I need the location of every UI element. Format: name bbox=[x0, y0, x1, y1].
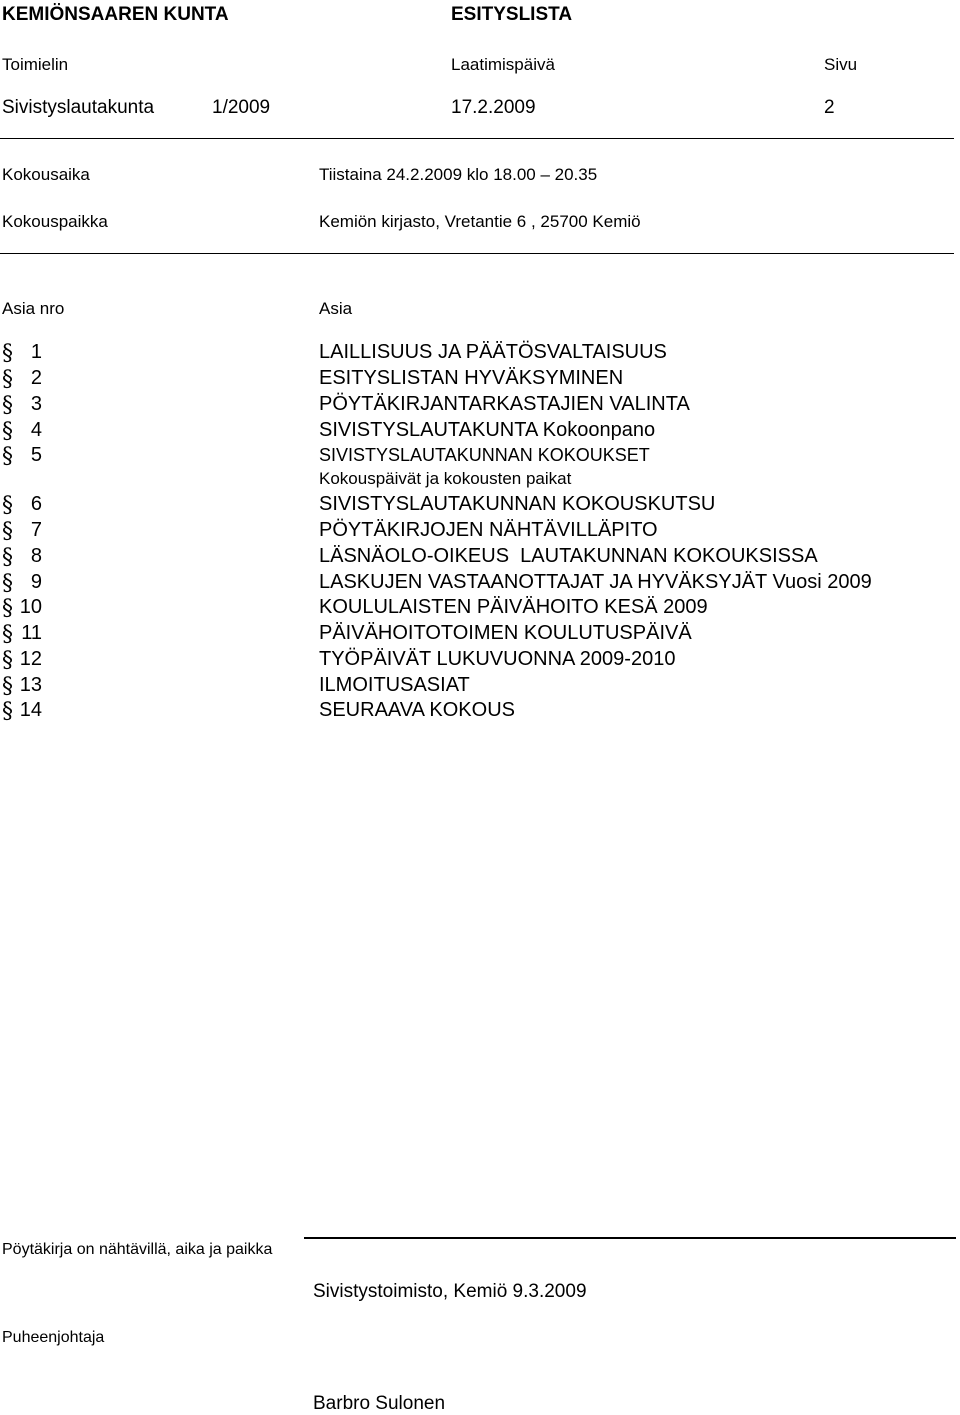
agenda-item-number: 3 bbox=[30, 393, 42, 415]
agenda-item bbox=[0, 699, 960, 725]
agenda-item-subtitle: Kokouspäivät ja kokousten paikat bbox=[319, 469, 572, 488]
agenda-item bbox=[0, 648, 960, 674]
agenda-item bbox=[0, 674, 960, 700]
agenda-item-title: PÄIVÄHOITOTOIMEN KOULUTUSPÄIVÄ bbox=[319, 622, 692, 644]
agenda-item-title: ILMOITUSASIAT bbox=[319, 674, 470, 696]
section-icon: § bbox=[2, 622, 13, 647]
agenda-item-number: 11 bbox=[21, 622, 42, 644]
agenda-item-title: PÖYTÄKIRJOJEN NÄHTÄVILLÄPITO bbox=[319, 519, 658, 541]
meeting-divider bbox=[0, 253, 954, 254]
agenda-item-title: KOULULAISTEN PÄIVÄHOITO KESÄ 2009 bbox=[319, 596, 708, 618]
section-icon: § bbox=[2, 341, 13, 366]
chair-label: Puheenjohtaja bbox=[2, 1329, 105, 1346]
agenda-item-number: 14 bbox=[19, 699, 42, 721]
page-number: 2 bbox=[824, 97, 835, 118]
agenda-item-title: SIVISTYSLAUTAKUNNAN KOKOUSKUTSU bbox=[319, 493, 716, 515]
section-icon: § bbox=[2, 674, 13, 699]
section-icon: § bbox=[2, 571, 13, 596]
agenda-item bbox=[0, 444, 960, 492]
section-icon: § bbox=[2, 419, 13, 444]
agenda-item bbox=[0, 341, 960, 367]
chair-name: Barbro Sulonen bbox=[313, 1393, 446, 1414]
section-icon: § bbox=[2, 545, 13, 570]
agenda-item-title: SIVISTYSLAUTAKUNTA Kokoonpano bbox=[319, 419, 656, 441]
meeting-time-value: Tiistaina 24.2.2009 klo 18.00 – 20.35 bbox=[319, 165, 598, 184]
agenda-item-number: 9 bbox=[30, 571, 42, 593]
meeting-time-label: Kokousaika bbox=[2, 165, 90, 184]
agenda-item-title: PÖYTÄKIRJANTARKASTAJIEN VALINTA bbox=[319, 393, 690, 415]
agenda-item-number: 12 bbox=[19, 648, 42, 670]
meeting-number: 1/2009 bbox=[212, 97, 271, 118]
agenda-item bbox=[0, 367, 960, 393]
agenda-title-header: Asia bbox=[319, 299, 353, 318]
municipality-name: KEMIÖNSAAREN KUNTA bbox=[2, 4, 229, 25]
agenda-item-number: 2 bbox=[30, 367, 42, 389]
date-label: Laatimispäivä bbox=[451, 55, 555, 74]
header-divider bbox=[0, 138, 954, 139]
agenda-item bbox=[0, 622, 960, 648]
section-icon: § bbox=[2, 393, 13, 418]
section-icon: § bbox=[2, 493, 13, 518]
agenda-item-number: 13 bbox=[19, 674, 42, 696]
section-icon: § bbox=[2, 367, 13, 392]
availability-label: Pöytäkirja on nähtävillä, aika ja paikka bbox=[2, 1241, 273, 1258]
document-date: 17.2.2009 bbox=[451, 97, 536, 118]
agenda-item-title: SIVISTYSLAUTAKUNNAN KOKOUKSET bbox=[319, 445, 650, 465]
agenda-number-header: Asia nro bbox=[2, 299, 65, 318]
organ-name: Sivistyslautakunta bbox=[2, 97, 155, 118]
agenda-item-title: TYÖPÄIVÄT LUKUVUONNA 2009-2010 bbox=[319, 648, 676, 670]
agenda-item-title: LÄSNÄOLO-OIKEUS LAUTAKUNNAN KOKOUKSISSA bbox=[319, 545, 818, 567]
page-label: Sivu bbox=[824, 55, 858, 74]
footer-divider bbox=[304, 1237, 956, 1239]
agenda-item-number: 5 bbox=[30, 444, 42, 466]
meeting-place-value: Kemiön kirjasto, Vretantie 6 , 25700 Kemiö bbox=[319, 212, 641, 231]
section-icon: § bbox=[2, 444, 13, 469]
agenda-item-number: 6 bbox=[30, 493, 42, 515]
organ-label: Toimielin bbox=[2, 55, 69, 74]
availability-value: Sivistystoimisto, Kemiö 9.3.2009 bbox=[313, 1281, 587, 1302]
agenda-item-title: SEURAAVA KOKOUS bbox=[319, 699, 515, 721]
agenda-item-title: ESITYSLISTAN HYVÄKSYMINEN bbox=[319, 367, 624, 389]
agenda-item-title: LASKUJEN VASTAANOTTAJAT JA HYVÄKSYJÄT Vuosi 2009 bbox=[319, 571, 872, 593]
agenda-item-number: 4 bbox=[30, 419, 42, 441]
agenda-item-number: 7 bbox=[30, 519, 42, 541]
agenda-item bbox=[0, 545, 960, 571]
section-icon: § bbox=[2, 596, 13, 621]
document-type: ESITYSLISTA bbox=[451, 4, 573, 25]
agenda-item-number: 1 bbox=[30, 341, 42, 363]
agenda-item-number: 10 bbox=[19, 596, 42, 618]
meeting-place-label: Kokouspaikka bbox=[2, 212, 108, 231]
agenda-item bbox=[0, 596, 960, 622]
agenda-item bbox=[0, 571, 960, 597]
agenda-item bbox=[0, 419, 960, 445]
section-icon: § bbox=[2, 699, 13, 724]
agenda-item-title: LAILLISUUS JA PÄÄTÖSVALTAISUUS bbox=[319, 341, 667, 363]
section-icon: § bbox=[2, 648, 13, 673]
agenda-item-number: 8 bbox=[30, 545, 42, 567]
agenda-item bbox=[0, 393, 960, 419]
agenda-item bbox=[0, 519, 960, 545]
agenda-item bbox=[0, 493, 960, 519]
section-icon: § bbox=[2, 519, 13, 544]
